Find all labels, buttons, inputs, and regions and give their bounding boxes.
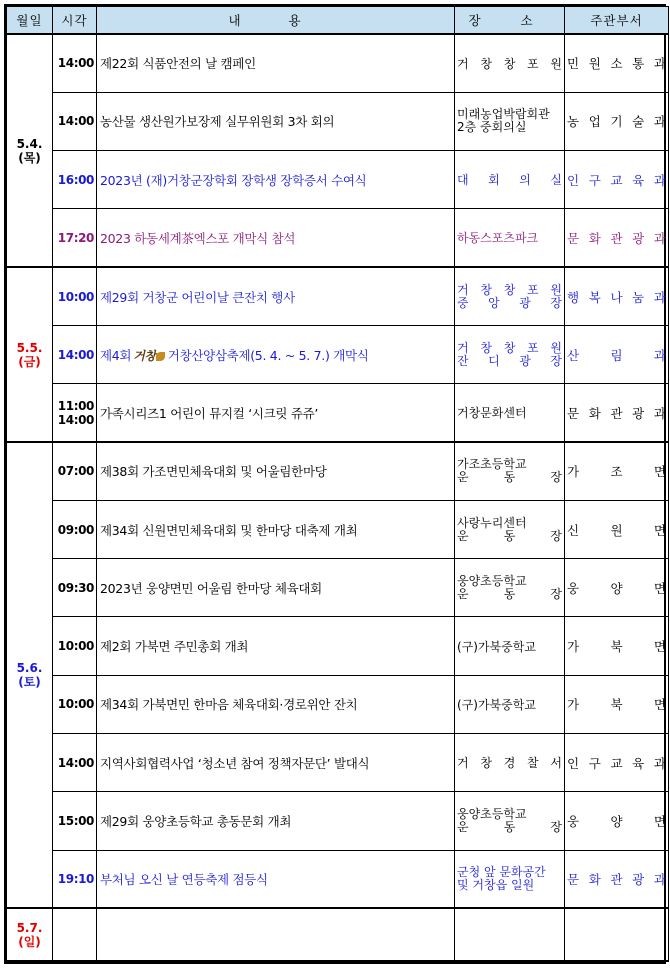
schedule-body <box>7 34 669 961</box>
dept-cell <box>565 734 669 792</box>
event-title: 제29회 웅양초등학교 총동문회 개최 <box>100 814 292 829</box>
header-place: 장 소 <box>455 7 565 35</box>
dept-name: 가 조 면 <box>567 464 666 480</box>
weekday-label: (일) <box>18 934 41 949</box>
dept-cell <box>565 151 669 209</box>
festival-logo-text: 거창 <box>133 348 156 363</box>
date-cell <box>7 34 53 267</box>
place-line: (구)가북중학교 <box>457 697 536 712</box>
time-value: 16:00 <box>57 172 94 187</box>
empty-cell <box>455 908 565 961</box>
time-value: 14:00 <box>57 56 94 71</box>
dept-cell <box>565 792 669 850</box>
dept-name: 가 북 면 <box>567 639 666 655</box>
event-title: 2023년 (재)거창군장학회 장학생 장학증서 수여식 <box>100 172 367 188</box>
dept-name: 인 구 교 육 과 <box>567 172 666 188</box>
weekday-label: (목) <box>18 150 41 165</box>
place-line: 운 동 장 <box>457 528 562 543</box>
content-cell <box>97 267 455 325</box>
table-row <box>7 34 669 92</box>
content-cell <box>97 325 455 383</box>
table-row <box>7 559 669 617</box>
time-cell <box>53 500 97 558</box>
time-value: 09:00 <box>57 522 94 537</box>
festival-logo <box>133 347 166 364</box>
place-cell <box>455 325 565 383</box>
event-title: 2023년 웅양면민 어울림 한마당 체육대회 <box>100 580 322 596</box>
dept-cell <box>565 325 669 383</box>
time-value: 14:00 <box>57 412 94 427</box>
dept-name: 문 화 관 광 과 <box>567 872 666 888</box>
time-cell <box>53 92 97 150</box>
place-line: 거 창 경 찰 서 <box>457 756 562 771</box>
time-cell <box>53 617 97 675</box>
dept-name: 웅 양 면 <box>567 814 666 829</box>
dept-name: 문 화 관 광 과 <box>567 230 666 246</box>
time-cell <box>53 792 97 850</box>
time-cell <box>53 734 97 792</box>
dept-name: 가 북 면 <box>567 697 666 713</box>
content-cell <box>97 209 455 267</box>
date-cell <box>7 267 53 442</box>
place-line: 운 동 장 <box>457 820 562 834</box>
place-cell <box>455 209 565 267</box>
dept-name: 인 구 교 육 과 <box>567 755 666 771</box>
time-cell <box>53 675 97 733</box>
dept-name: 행 복 나 눔 과 <box>567 289 666 305</box>
time-cell <box>53 559 97 617</box>
time-cell <box>53 325 97 383</box>
dept-cell <box>565 209 669 267</box>
time-value: 19:10 <box>57 872 94 887</box>
place-line: 거 창 창 포 원 <box>457 340 562 355</box>
place-line: 거 창 창 포 원 <box>457 56 562 71</box>
place-cell <box>455 34 565 92</box>
place-cell <box>455 267 565 325</box>
table-row <box>7 92 669 150</box>
header-content: 내 용 <box>97 7 455 35</box>
time-value: 15:00 <box>57 814 94 828</box>
date-label: 5.5. <box>16 340 43 355</box>
place-line: 가조초등학교 <box>457 457 527 472</box>
table-row <box>7 850 669 908</box>
date-label: 5.4. <box>16 136 43 151</box>
place-line: 2층 중회의실 <box>457 120 527 135</box>
table-row <box>7 675 669 733</box>
place-line: 미래농업박람회관 <box>457 107 550 122</box>
time-value: 10:00 <box>57 697 94 712</box>
table-row <box>7 908 669 961</box>
place-cell <box>455 850 565 908</box>
place-line: 중 앙 광 장 <box>457 295 562 310</box>
time-value: 14:00 <box>57 755 94 770</box>
time-cell <box>53 850 97 908</box>
place-line: 군청 앞 문화공간 <box>457 865 546 880</box>
content-cell <box>97 559 455 617</box>
time-value: 11:00 <box>57 398 94 413</box>
empty-cell <box>565 908 669 961</box>
event-title: 2023 하동세계茶엑스포 개막식 참석 <box>100 230 296 246</box>
time-cell <box>53 267 97 325</box>
content-cell <box>97 92 455 150</box>
date-label: 5.7. <box>16 920 43 935</box>
dept-cell <box>565 442 669 500</box>
dept-name: 문 화 관 광 과 <box>567 405 666 421</box>
date-cell <box>7 908 53 961</box>
empty-cell <box>53 908 97 961</box>
place-line: 거 창 창 포 원 <box>457 282 562 297</box>
schedule-table <box>6 6 669 962</box>
weekday-label: (금) <box>18 354 41 369</box>
content-cell <box>97 34 455 92</box>
event-title: 가족시리즈1 어린이 뮤지컬 ‘시크릿 쥬쥬’ <box>100 405 319 421</box>
table-row <box>7 734 669 792</box>
dept-name: 신 원 면 <box>567 522 666 538</box>
content-cell <box>97 675 455 733</box>
date-label: 5.6. <box>16 661 43 676</box>
content-cell <box>97 442 455 500</box>
leaf-icon <box>156 352 165 361</box>
dept-cell <box>565 617 669 675</box>
event-title: 제34회 신원면민체육대회 및 한마당 대축제 개최 <box>100 522 358 538</box>
place-line: (구)가북중학교 <box>457 639 536 654</box>
place-cell <box>455 92 565 150</box>
time-cell <box>53 384 97 442</box>
event-title: 거창산양삼축제(5. 4. ~ 5. 7.) 개막식 <box>167 347 369 363</box>
place-cell <box>455 734 565 792</box>
time-value: 10:00 <box>57 289 94 304</box>
event-title: 제34회 가북면민 한마음 체육대회·경로위안 잔치 <box>100 697 358 713</box>
place-cell <box>455 442 565 500</box>
dept-name: 산 림 과 <box>567 347 666 363</box>
content-cell <box>97 792 455 850</box>
time-cell <box>53 34 97 92</box>
time-value: 07:00 <box>57 464 94 479</box>
dept-cell <box>565 675 669 733</box>
place-cell <box>455 675 565 733</box>
place-line: 하동스포츠파크 <box>457 231 539 246</box>
place-line: 웅양초등학교 <box>457 807 527 821</box>
weekday-label: (토) <box>18 675 41 690</box>
place-cell <box>455 792 565 850</box>
dept-cell <box>565 34 669 92</box>
event-title: 제22회 식품안전의 날 캠페인 <box>100 56 256 72</box>
place-cell <box>455 617 565 675</box>
dept-cell <box>565 559 669 617</box>
content-cell <box>97 151 455 209</box>
content-cell <box>97 850 455 908</box>
schedule-sheet <box>4 4 666 964</box>
table-row <box>7 442 669 500</box>
event-title: 제38회 가조면민체육대회 및 어울림한마당 <box>100 464 327 480</box>
dept-cell <box>565 267 669 325</box>
header-row <box>7 7 669 35</box>
place-line: 웅양초등학교 <box>457 573 527 588</box>
content-cell <box>97 500 455 558</box>
place-line: 대 회 의 실 <box>457 173 562 188</box>
dept-cell <box>565 384 669 442</box>
event-title: 제2회 가북면 주민총회 개최 <box>100 639 249 655</box>
date-cell <box>7 442 53 908</box>
header-time: 시각 <box>53 7 97 35</box>
table-row <box>7 617 669 675</box>
place-line: 및 거창읍 일원 <box>457 878 535 893</box>
dept-cell <box>565 850 669 908</box>
time-value: 14:00 <box>57 347 94 362</box>
content-cell <box>97 384 455 442</box>
event-title: 지역사회협력사업 ‘청소년 참여 정책자문단’ 발대식 <box>100 755 370 771</box>
dept-name: 농 업 기 술 과 <box>567 114 666 130</box>
time-cell <box>53 151 97 209</box>
place-line: 잔 디 광 장 <box>457 353 562 368</box>
time-value: 09:30 <box>57 580 94 595</box>
header-dept: 주관부서 <box>565 7 669 35</box>
time-value: 17:20 <box>57 230 94 245</box>
place-line: 거창문화센터 <box>457 406 527 421</box>
table-row <box>7 209 669 267</box>
empty-cell <box>97 908 455 961</box>
time-cell <box>53 442 97 500</box>
content-prefix: 제4회 <box>100 347 132 363</box>
table-row <box>7 500 669 558</box>
content-cell <box>97 734 455 792</box>
place-line: 운 동 장 <box>457 586 562 601</box>
event-title: 농산물 생산원가보장제 실무위원회 3차 회의 <box>100 114 335 130</box>
time-cell <box>53 209 97 267</box>
table-row <box>7 384 669 442</box>
dept-name: 민 원 소 통 과 <box>567 56 666 72</box>
place-line: 사랑누리센터 <box>457 515 527 530</box>
time-value: 14:00 <box>57 114 94 129</box>
event-title: 제29회 거창군 어린이날 큰잔치 행사 <box>100 289 295 305</box>
place-cell <box>455 500 565 558</box>
dept-cell <box>565 500 669 558</box>
table-row <box>7 267 669 325</box>
place-cell <box>455 384 565 442</box>
time-value: 10:00 <box>57 639 94 654</box>
table-row <box>7 151 669 209</box>
dept-name: 웅 양 면 <box>567 580 666 596</box>
header-date: 월일 <box>7 7 53 35</box>
event-title: 부처님 오신 날 연등축제 점등식 <box>100 872 268 888</box>
table-row <box>7 325 669 383</box>
table-row <box>7 792 669 850</box>
place-cell <box>455 151 565 209</box>
content-cell <box>97 617 455 675</box>
place-cell <box>455 559 565 617</box>
dept-cell <box>565 92 669 150</box>
place-line: 운 동 장 <box>457 470 562 485</box>
